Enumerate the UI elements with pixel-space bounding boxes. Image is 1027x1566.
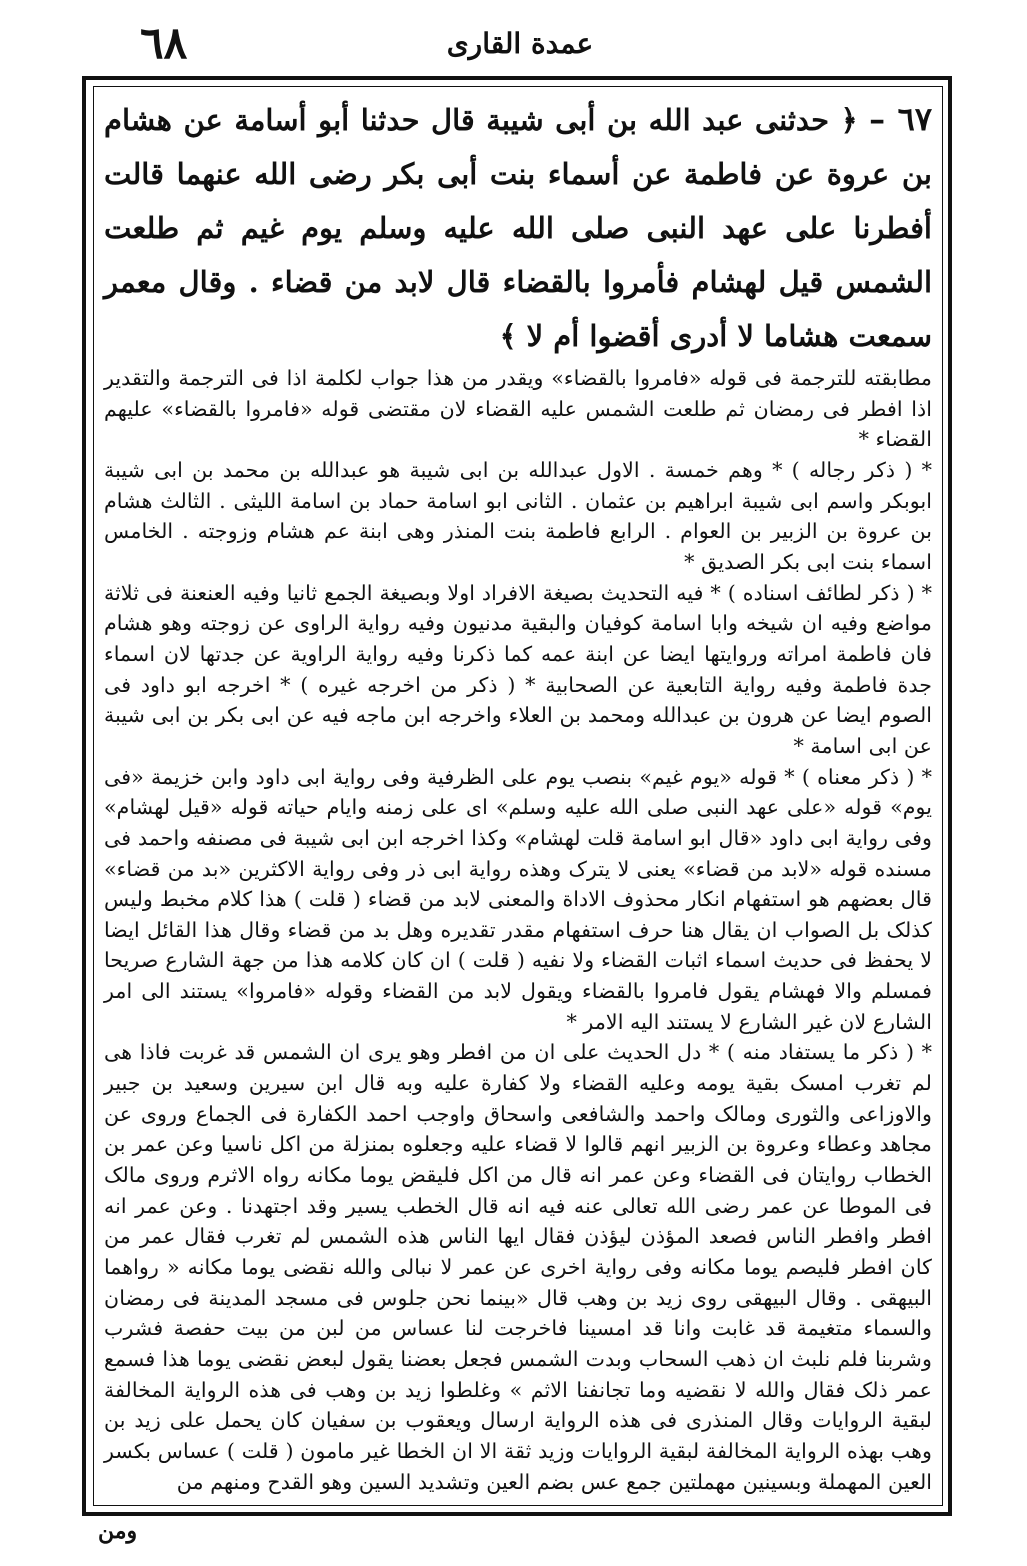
commentary-meaning: * ( ذکر معناه ) * قوله «یوم غیم» بنصب یوم علی الظرفیة وفی روایة ابی داود وابن خزیمة «فی یوم» قوله «علی عهد النبی صلی الله علیه وسلم» ای علی زمنه وایام حیاته قوله «قیل لهشام» وفی روایة ابی داود «قال ابو اسامة قلت لهشام» وکذا اخرجه ابن ابی شیبة فی مصنفه واحمد فی مسنده قوله «لابد من قضاء» یعنی لا یترک وهذه روایة ابی ذر وفی روایة الاکثرین «بد من قضاء» قال بعضهم هو استفهام انکار محذوف الاداة والمعنی لابد من قضاء ( قلت ) هذا کلام مخبط ولیس کذلک بل الصواب ان یقال هنا حرف استفهام مقدر تقدیره وهل بد من قضاء وقال هذا القائل ایضا لا یحفظ فی حدیث اسماء اثبات القضاء ولا نفیه ( قلت ) ان کان کلامه هذا من جهة الشارع صریحا فمسلم والا فهشام یقول فامروا بالقضاء ویقول لابد من القضاء وقوله «فامروا» یستند الی امر الشارع لان غیر الشارع لا یستند الیه الامر * [104, 764, 932, 1034]
running-header: عمدة القاری [446, 27, 594, 60]
page-number: ٦٨ [140, 18, 188, 69]
hadith-body: ﴿ حدثنی عبد الله بن أبی شیبة قال حدثنا أبو أسامة عن هشام بن عروة عن فاطمة عن أسماء بنت أبی بکر رضی الله عنهما قالت أفطرنا علی عهد النبی صلی الله علیه وسلم یوم غیم ثم طلعت الشمس قیل لهشام فأمروا بالقضاء قال لابد من قضاء . وقال معمر سمعت هشاما لا أدری أقضوا أم لا ﴾ [104, 103, 932, 353]
catchword: ومن [98, 1518, 138, 1544]
hadith-text [104, 92, 932, 363]
commentary-relevance: مطابقته للترجمة فی قوله «فامروا بالقضاء» ویقدر من هذا جواب لکلمة اذا فی الترجمة والتقدیر اذا افطر فی رمضان ثم طلعت الشمس علیه القضاء لان مقتضی قوله «فامروا بالقضاء» علیهم القضاء * [104, 366, 932, 452]
commentary-chain-subtleties: * ( ذکر لطائف اسناده ) * فیه التحدیث بصیغة الافراد اولا وبصیغة الجمع ثانیا وفیه العنعنة فی ثلاثة مواضع وفیه ان شیخه وابا اسامة کوفیان والبقیة مدنیون وفیه روایة الراوی عن زوجته وهو هشام فان فاطمة امراته وروایتها ایضا عن ابنة عمه کما ذکرنا وفیه روایة الراویة عن جدتها لان اسماء جدة فاطمة وفیه روایة التابعیة عن الصحابیة * ( ذکر من اخرجه غیره ) * اخرجه ابو داود فی الصوم ایضا عن هرون بن عبدالله ومحمد بن العلاء واخرجه ابن ماجه فیه عن ابی بکر بن ابی شیبة عن ابی اسامة * [104, 580, 933, 758]
hadith-number: ٦٧ – [869, 100, 932, 138]
commentary-narrators: * ( ذکر رجاله ) * وهم خمسة . الاول عبدالله بن ابی شیبة هو عبدالله بن محمد بن ابی شیبة ابوبکر واسم ابی شیبة ابراهیم بن عثمان . الثانی ابو اسامة حماد بن اسامة اللیثی . الثالث هشام بن عروة بن الزبیر بن العوام . الرابع فاطمة بنت المنذر وهی ابنة عم هشام وزوجته . الخامس اسماء بنت ابی بکر الصدیق * [104, 457, 932, 574]
commentary-rulings: * ( ذکر ما یستفاد منه ) * دل الحدیث علی ان من افطر وهو یری ان الشمس قد غربت فاذا هی لم تغرب امسک بقیة یومه وعلیه القضاء ولا کفارة علیه وبه قال ابن سیرین وسعید بن جبیر والاوزاعی والثوری ومالک واحمد والشافعی واسحاق واوجب احمد الکفارة فی الجماع وروی عن مجاهد وعطاء وعروة بن الزبیر انهم قالوا لا قضاء علیه وجعلوه بمنزلة من اکل ناسیا وعن عمر بن الخطاب روایتان فی القضاء وعن عمر انه قال من اکل فلیقض یوما مکانه رواه الاثرم وروی مالک فی الموطا عن عمر رضی الله تعالی عنه فیه انه قال الخطب یسیر وقد اجتهدنا . وعن عمر انه افطر وافطر الناس فصعد المؤذن لیؤذن فقال ایها الناس هذه الشمس لم تغرب فقال عمر من کان افطر فلیصم یوما مکانه وفی روایة اخری عن عمر لا نبالی والله نقضی یوما مکانه « رواهما البیهقی . وقال البیهقی روی زید بن وهب قال «بینما نحن جلوس فی مسجد المدینة فی رمضان والسماء متغیمة قد غابت وانا قد امسینا فاخرجت لنا عساس من لبن من بیت حفصة فشرب وشربنا فلم نلبث ان ذهب السحاب وبدت الشمس فجعل بعضنا یقول لبعض نقضی یوما هذا فسمع عمر ذلک فقال والله لا نقضیه وما تجانفنا الاثم » وغلطوا زید بن وهب فی هذه الروایة المخالفة لبقیة الروایات وقال المنذری فی هذه الروایة ارسال ویعقوب بن سفیان کان یحمل علی زید بن وهب بهذه الروایة المخالفة لبقیة الروایات وزید ثقة الا ان الخطا غیر مامون ( قلت ) عساس بکسر العین المهملة وبسینین مهملتین جمع عس بضم العین وتشدید السین وهو القدح ومنهم من [104, 1040, 932, 1494]
main-text-column [104, 92, 932, 1500]
